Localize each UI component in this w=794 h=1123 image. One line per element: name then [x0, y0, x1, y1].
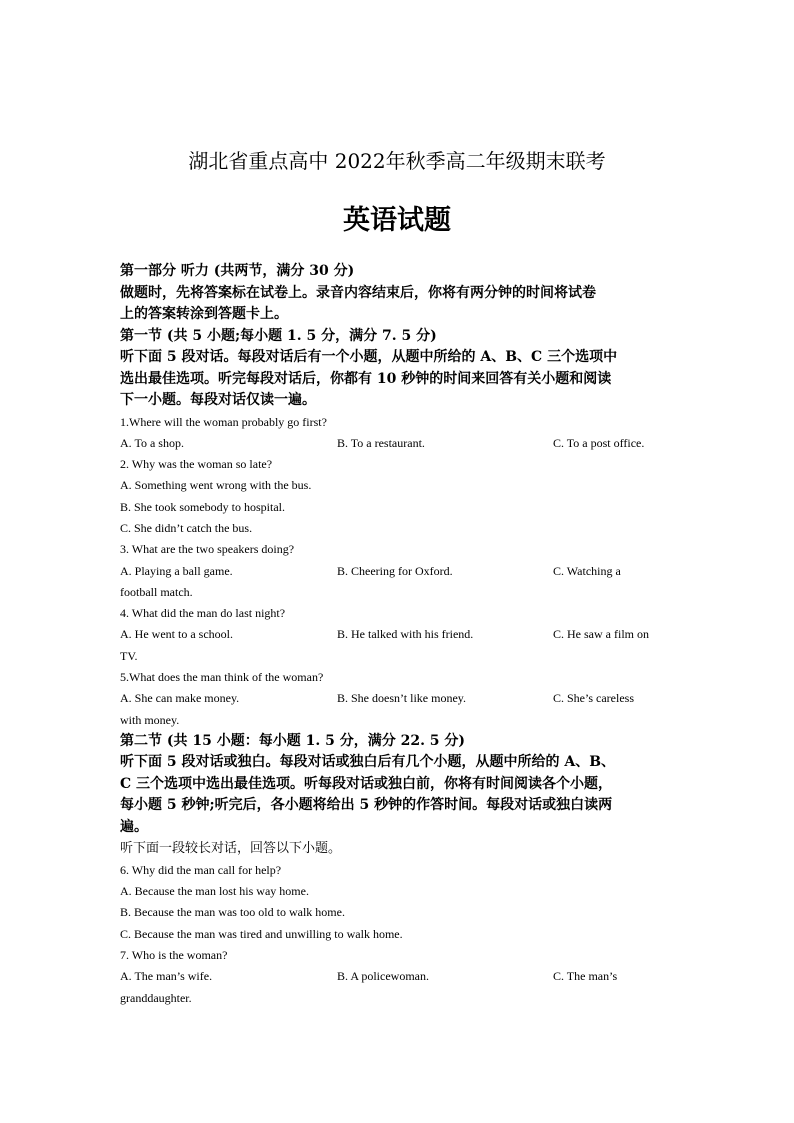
question-5-options: [120, 688, 676, 709]
part1-instruction-line: 做题时，先将答案标在试卷上。录音内容结束后，你将有两分钟的时间将试卷: [120, 284, 596, 301]
option-a: A. The man’s wife.: [120, 969, 213, 984]
option-a: A. To a shop.: [120, 435, 184, 450]
section2-heading: 第二节 (共 15 小题：每小题 1. 5 分，满分 22. 5 分): [120, 732, 466, 749]
section2-instruction-line: 遍。: [120, 818, 148, 835]
subject-title: 英语试题: [343, 205, 451, 236]
option-c-continued: TV.: [120, 648, 138, 663]
question-2-stem: 2. Why was the woman so late?: [120, 457, 273, 472]
section2-instruction-line: 每小题 5 秒钟;听完后，各小题将给出 5 秒钟的作答时间。每段对话或独白读两: [120, 797, 613, 814]
option-c-continued: granddaughter.: [120, 990, 192, 1005]
section1-instruction-line: 选出最佳选项。听完每段对话后，你都有 10 秒钟的时间来回答有关小题和阅读: [120, 370, 612, 387]
part1-instruction-line: 上的答案转涂到答题卡上。: [120, 306, 288, 322]
section1-heading: 第一节 (共 5 小题;每小题 1. 5 分，满分 7. 5 分): [120, 327, 437, 344]
option-b: B. He talked with his friend.: [337, 627, 474, 642]
dialog-note: 听下面一段较长对话，回答以下小题。: [120, 841, 342, 857]
part1-heading: 第一部分 听力 (共两节，满分 30 分): [120, 263, 355, 279]
section2-instruction-line: 听下面 5 段对话或独白。每段对话或独白后有几个小题，从题中所给的 A、B、: [120, 754, 616, 771]
section1-instruction-line: 下一小题。每段对话仅读一遍。: [120, 392, 316, 408]
question-3-stem: 3. What are the two speakers doing?: [120, 542, 295, 557]
question-3-options: [120, 561, 676, 582]
option-b: B. A policewoman.: [337, 969, 429, 984]
option-c: C. Watching a: [553, 563, 621, 578]
option-c-continued: football match.: [120, 584, 193, 599]
option-c: C. The man’s: [553, 969, 618, 984]
option-b: B. Cheering for Oxford.: [337, 563, 453, 578]
option-a: A. Playing a ball game.: [120, 563, 233, 578]
question-4-stem: 4. What did the man do last night?: [120, 606, 286, 621]
exam-content: [120, 261, 676, 1009]
option-b: B. She doesn’t like money.: [337, 691, 466, 706]
option-b: B. Because the man was too old to walk home.: [120, 905, 345, 920]
option-c: C. Because the man was tired and unwilling to walk home.: [120, 926, 403, 941]
option-c: C. He saw a film on: [553, 627, 649, 642]
exam-title: 湖北省重点高中 2022年秋季高二年级期末联考: [188, 149, 606, 173]
section1-instruction-line: 听下面 5 段对话。每段对话后有一个小题，从题中所给的 A、B、C 三个选项中: [120, 349, 618, 365]
question-1-stem: 1.Where will the woman probably go first?: [120, 414, 327, 429]
option-c: C. She didn’t catch the bus.: [120, 520, 253, 535]
option-b: B. She took somebody to hospital.: [120, 499, 285, 514]
question-5-stem: 5.What does the man think of the woman?: [120, 670, 324, 685]
question-6-stem: 6. Why did the man call for help?: [120, 862, 282, 877]
option-a: A. She can make money.: [120, 691, 240, 706]
option-c: C. To a post office.: [553, 435, 645, 450]
question-1-options: [120, 433, 676, 454]
option-b: B. To a restaurant.: [337, 435, 425, 450]
question-4-options: [120, 624, 676, 645]
question-7-stem: 7. Who is the woman?: [120, 947, 228, 962]
option-c: C. She’s careless: [553, 691, 634, 706]
option-a: A. He went to a school.: [120, 627, 233, 642]
section2-instruction-line: C 三个选项中选出最佳选项。听每段对话或独白前，你将有时间阅读各个小题，: [120, 775, 613, 792]
option-a: A. Because the man lost his way home.: [120, 884, 309, 899]
option-c-continued: with money.: [120, 712, 180, 727]
option-a: A. Something went wrong with the bus.: [120, 478, 312, 493]
question-7-options: [120, 966, 676, 987]
